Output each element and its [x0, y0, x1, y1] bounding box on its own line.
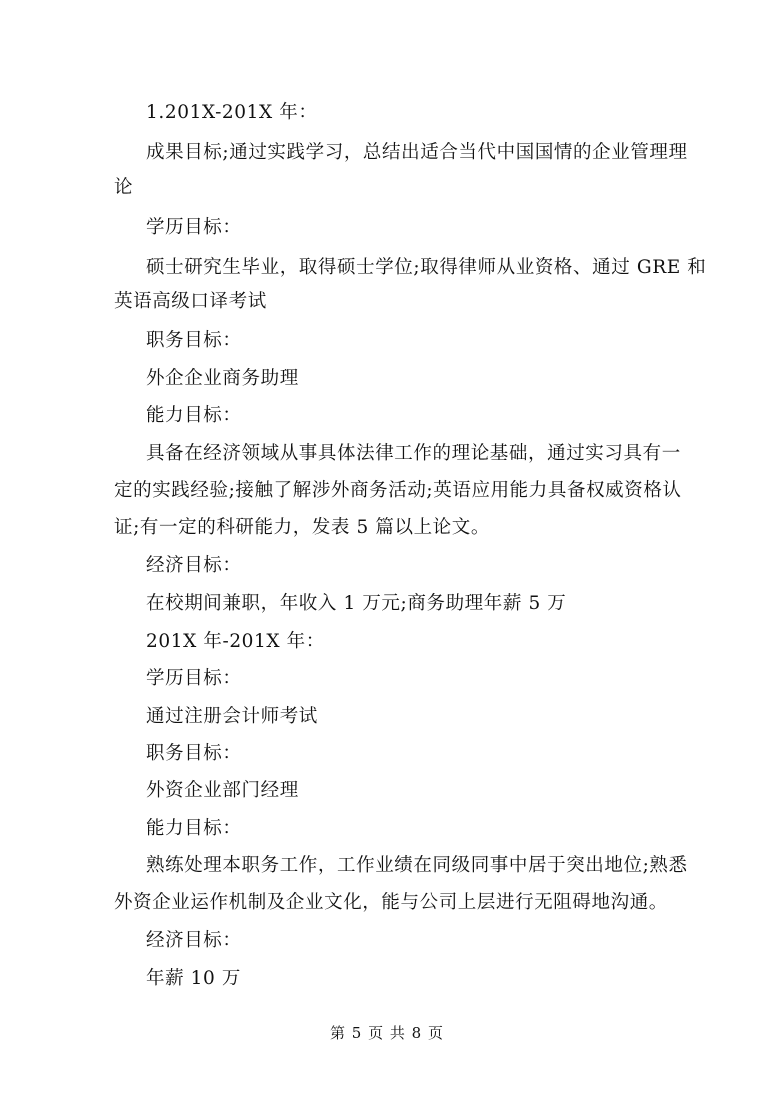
label-position-goal: 职务目标： — [146, 743, 242, 764]
paragraph-line: 在校期间兼职，年收入 1 万元;商务助理年薪 5 万 — [146, 593, 567, 614]
paragraph-line: 硕士研究生毕业，取得硕士学位;取得律师从业资格、通过 GRE 和 — [146, 257, 707, 278]
paragraph-line: 证;有一定的科研能力，发表 5 篇以上论文。 — [114, 517, 490, 538]
paragraph-line: 通过注册会计师考试 — [146, 706, 318, 727]
paragraph-line: 论 — [114, 177, 134, 198]
label-economic-goal: 经济目标： — [146, 555, 242, 576]
paragraph-line: 定的实践经验;接触了解涉外商务活动;英语应用能力具备权威资格认 — [114, 480, 682, 501]
section-heading-period-1: 1.201X-201X 年： — [146, 102, 318, 123]
paragraph-line: 成果目标;通过实践学习，总结出适合当代中国国情的企业管理理 — [146, 142, 688, 163]
paragraph-line: 年薪 10 万 — [146, 968, 242, 989]
label-position-goal: 职务目标： — [146, 330, 242, 351]
paragraph-line: 英语高级口译考试 — [114, 291, 267, 312]
paragraph-line: 具备在经济领域从事具体法律工作的理论基础，通过实习具有一 — [146, 443, 681, 464]
paragraph-line: 外资企业部门经理 — [146, 780, 299, 801]
label-economic-goal: 经济目标： — [146, 930, 242, 951]
paragraph-line: 外资企业运作机制及企业文化，能与公司上层进行无阻碍地沟通。 — [114, 892, 668, 913]
label-ability-goal: 能力目标： — [146, 818, 242, 839]
page-number-footer: 第 5 页 共 8 页 — [330, 1024, 444, 1042]
label-education-goal: 学历目标： — [146, 668, 242, 689]
paragraph-line: 熟练处理本职务工作，工作业绩在同级同事中居于突出地位;熟悉 — [146, 855, 688, 876]
section-heading-period-2: 201X 年-201X 年： — [146, 631, 325, 652]
paragraph-line: 外企企业商务助理 — [146, 368, 299, 389]
label-ability-goal: 能力目标： — [146, 405, 242, 426]
label-education-goal: 学历目标： — [146, 217, 242, 238]
